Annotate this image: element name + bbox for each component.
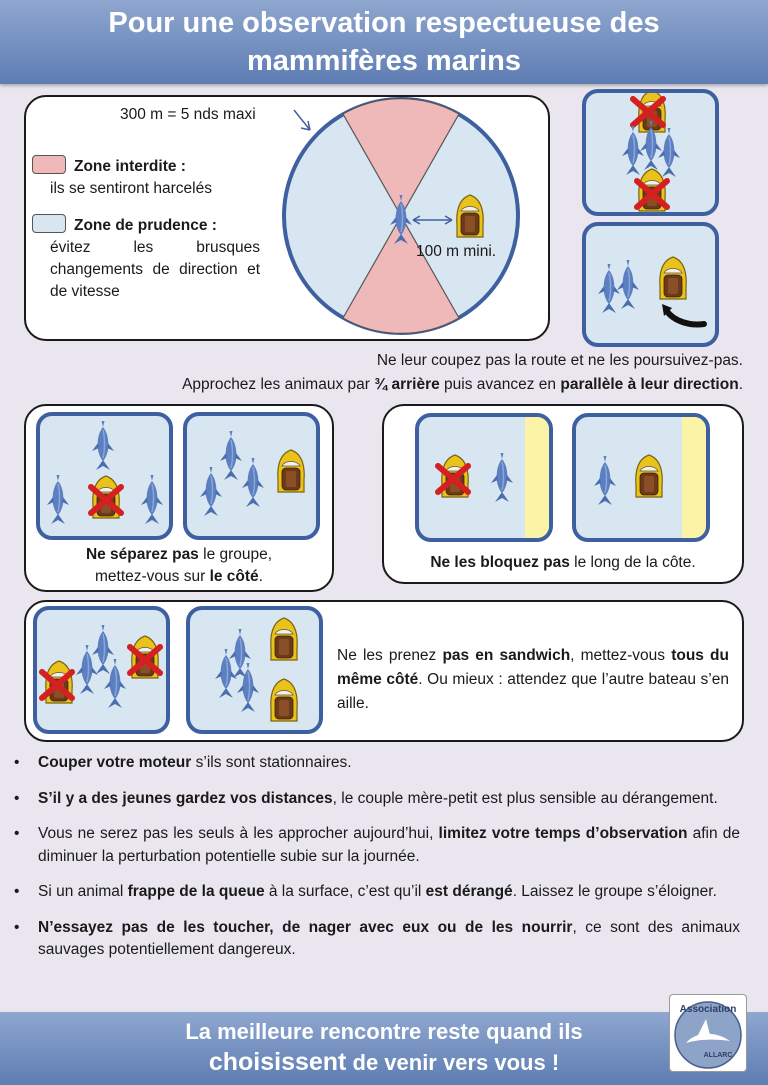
panel-coast-right <box>572 413 710 542</box>
boat-icon <box>457 195 483 237</box>
boat-icon <box>271 618 297 660</box>
title-banner <box>0 0 768 84</box>
dolphin-icon <box>141 475 163 524</box>
list-item: • N’essayez pas de les toucher, de nager avec eux ou de les nourrir, ce sont des animaux sauvages potentiellement dangereux. <box>14 918 740 958</box>
legend-caution: Zone de prudence : évitez les brusques changements de direction et de vitesse <box>32 214 260 303</box>
logo-text-top: Association <box>679 1004 737 1015</box>
panel-separate-right <box>183 412 320 540</box>
list-item: • Vous ne serez pas les seuls à les approcher aujourd’hui, limitez votre temps d’observation afin de diminuer la perturbation potentielle subie sur la journée. <box>14 825 740 865</box>
panel-sandwich-wrong <box>33 606 170 734</box>
boat-icon <box>278 450 304 492</box>
panel-approach-right <box>582 222 719 347</box>
dolphin-icon <box>658 128 680 177</box>
panel-chase-wrong <box>582 89 719 216</box>
panel-sandwich-right <box>186 606 323 734</box>
dolphin-icon <box>220 431 242 480</box>
distance-label: 100 m mini. <box>416 243 497 260</box>
association-logo <box>669 994 747 1072</box>
zones-diagram <box>270 96 540 340</box>
title-line-2: mammifères marins <box>246 45 522 77</box>
speed-limit-label: 300 m = 5 nds maxi <box>120 106 256 123</box>
footer-line-2: choisissent de venir vers vous ! <box>208 1048 560 1076</box>
dolphin-icon <box>92 625 114 674</box>
advice-list <box>12 752 740 975</box>
coast-text: Ne les bloquez pas le long de la côte. <box>430 554 696 571</box>
title-line-1: Pour une observation respectueuse des <box>108 7 660 39</box>
sandwich-text: Ne les prenez pas en sandwich, mettez-vous tous du même côté. Ou mieux : attendez que l’autre bateau s’en aille. <box>337 647 729 712</box>
boat-icon <box>660 257 686 299</box>
footer-banner <box>0 1012 768 1085</box>
list-item: • Couper votre moteur s’ils sont stationnaires. <box>14 754 352 771</box>
approach-line-1: Ne leur coupez pas la route et ne les poursuivez-pas. <box>376 352 743 369</box>
dolphin-icon <box>92 421 114 470</box>
panel-separate-wrong <box>36 412 173 540</box>
legend-forbidden: Zone interdite : ils se sentiront harcelés <box>32 155 260 200</box>
dolphin-icon <box>598 264 620 313</box>
dolphin-icon <box>617 260 639 309</box>
boat-icon <box>271 679 297 721</box>
dolphin-icon <box>594 456 616 505</box>
caution-desc: évitez les brusques changements de direction et de vitesse <box>50 239 260 300</box>
dolphin-icon <box>200 467 222 516</box>
dolphin-icon <box>242 458 264 507</box>
list-item: • Si un animal frappe de la queue à la surface, c’est qu’il est dérangé. Laissez le groupe s’éloigner. <box>14 883 717 900</box>
approach-line-2: Approchez les animaux par ¾ arrière puis avancez en parallèle à leur direction. <box>182 376 743 393</box>
arrow-icon <box>666 310 704 324</box>
dolphin-icon <box>491 453 513 502</box>
caution-swatch <box>32 214 66 233</box>
panel-coast-wrong <box>415 413 553 542</box>
boat-icon <box>636 455 662 497</box>
footer-line-1: La meilleure rencontre reste quand ils <box>185 1019 583 1044</box>
forbidden-desc: ils se sentiront harcelés <box>50 180 212 197</box>
radius-pointer <box>294 110 310 130</box>
separate-text: Ne séparez pas le groupe, mettez-vous sur le côté. <box>85 546 273 585</box>
forbidden-swatch <box>32 155 66 174</box>
dolphin-icon <box>104 659 126 708</box>
dolphin-icon <box>47 475 69 524</box>
logo-text-bottom: ALLARC <box>703 1052 733 1059</box>
list-item: • S’il y a des jeunes gardez vos distances, le couple mère-petit est plus sensible au dérangement. <box>14 789 718 807</box>
